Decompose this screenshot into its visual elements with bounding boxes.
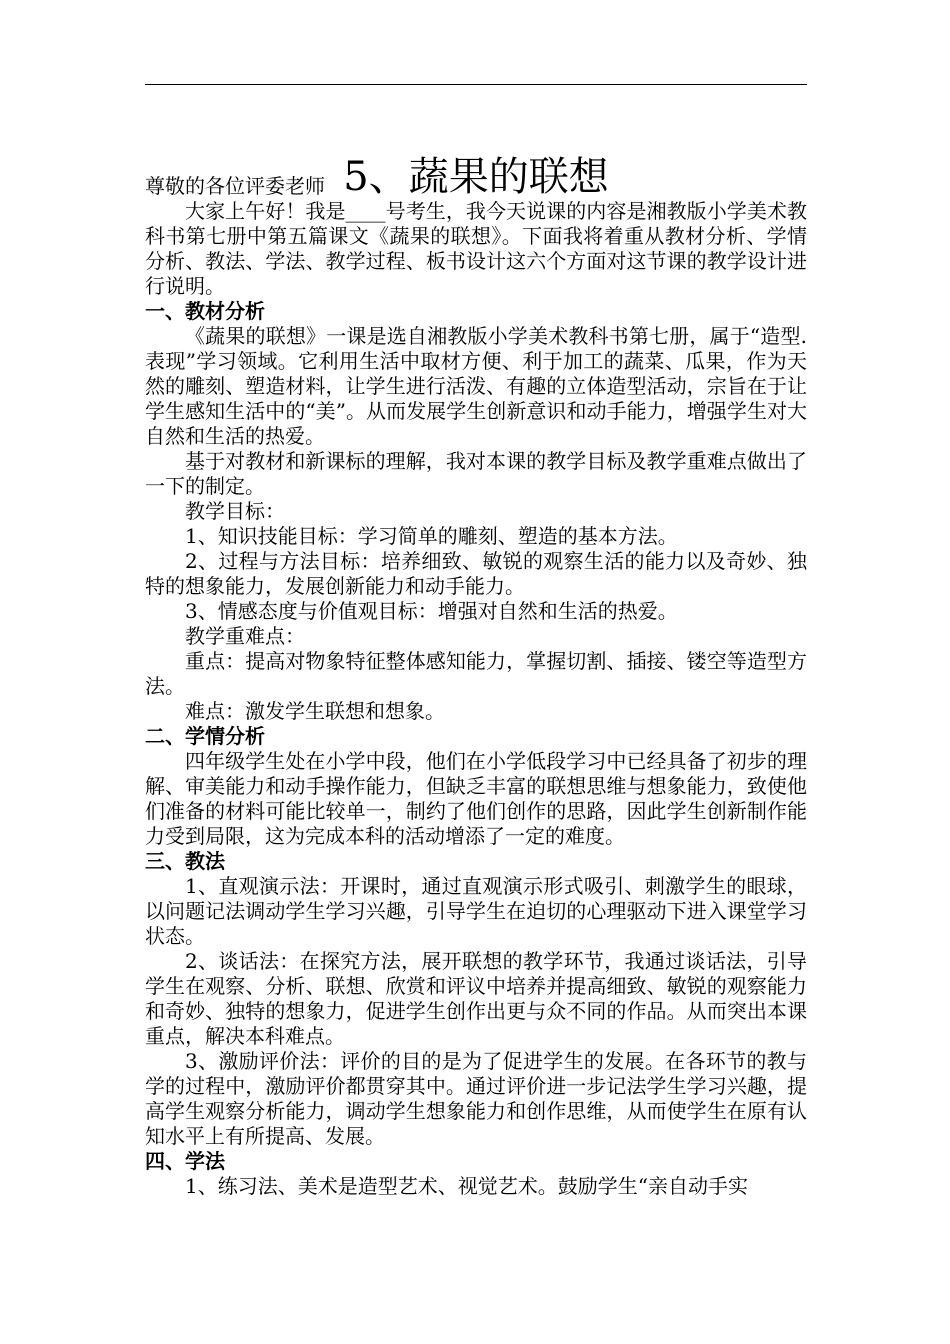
goal-attitude: 3、情感态度与价值观目标：增强对自然和生活的热爱。 — [185, 599, 678, 623]
section-heading-learning-methods: 四、学法 — [145, 1149, 225, 1173]
header-rule — [145, 84, 807, 85]
teaching-method-3: 3、激励评价法：评价的目的是为了促进学生的发展。在各环节的教与学的过程中，激励评价都贯穿其中。通过评价进一步记法学生学习兴趣，提高学生观察分析能力，调动学生想象能力和创作思维，从而使学生在原有认知水平上有所提高、发展。 — [145, 1049, 807, 1148]
section-heading-student-analysis: 二、学情分析 — [145, 724, 265, 748]
goals-label: 教学目标： — [185, 499, 285, 523]
section-heading-textbook-analysis: 一、教材分析 — [145, 299, 265, 323]
document-body — [145, 174, 807, 1199]
keypoints-label: 教学重难点： — [185, 624, 305, 648]
textbook-analysis-paragraph: 《蔬果的联想》一课是选自湘教版小学美术教科书第七册，属于“造型.表现”学习领域。它利用生活中取材方便、利于加工的蔬菜、瓜果，作为天然的雕刻、塑造材料，让学生进行活泼、有趣的立体造型活动，宗旨在于让学生感知生活中的“美”。从而发展学生创新意识和动手能力，增强学生对大自然和生活的热爱。 — [145, 324, 807, 448]
difficulty-point: 难点：激发学生联想和想象。 — [185, 699, 445, 723]
section-heading-teaching-methods: 三、教法 — [145, 849, 225, 873]
goal-process: 2、过程与方法目标：培养细致、敏锐的观察生活的能力以及奇妙、独特的想象能力，发展创新能力和动手能力。 — [145, 549, 807, 598]
goal-knowledge: 1、知识技能目标：学习简单的雕刻、塑造的基本方法。 — [185, 524, 678, 548]
student-analysis-paragraph: 四年级学生处在小学中段，他们在小学低段学习中已经具备了初步的理解、审美能力和动手操作能力，但缺乏丰富的联想思维与想象能力，致使他们准备的材料可能比较单一，制约了他们创作的思路，因此学生创新制作能力受到局限，这为完成本科的活动增添了一定的难度。 — [145, 749, 807, 848]
key-point: 重点：提高对物象特征整体感知能力，掌握切割、插接、镂空等造型方法。 — [145, 649, 807, 698]
teaching-method-2: 2、谈话法：在探究方法，展开联想的教学环节，我通过谈话法，引导学生在观察、分析、联想、欣赏和评议中培养并提高细致、敏锐的观察能力和奇妙、独特的想象力，促进学生创作出更与众不同的作品。从而突出本课重点，解决本科难点。 — [145, 949, 807, 1048]
learning-method-1: 1、练习法、美术是造型艺术、视觉艺术。鼓励学生“亲自动手实 — [185, 1174, 748, 1198]
textbook-analysis-paragraph-2: 基于对教材和新课标的理解，我对本课的教学目标及教学重难点做出了一下的制定。 — [145, 449, 807, 498]
page-title: 5、蔬果的联想 — [343, 153, 609, 200]
teaching-method-1: 1、直观演示法：开课时，通过直观演示形式吸引、刺激学生的眼球，以问题记法调动学生学习兴趣，引导学生在迫切的心理驱动下进入课堂学习状态。 — [145, 874, 807, 948]
intro-paragraph: 大家上午好！我是____号考生，我今天说课的内容是湘教版小学美术教科书第七册中第五篇课文《蔬果的联想》。下面我将着重从教材分析、学情分析、教法、学法、教学过程、板书设计这六个方面对这节课的教学设计进行说明。 — [145, 199, 807, 298]
salutation: 尊敬的各位评委老师 — [145, 174, 325, 198]
